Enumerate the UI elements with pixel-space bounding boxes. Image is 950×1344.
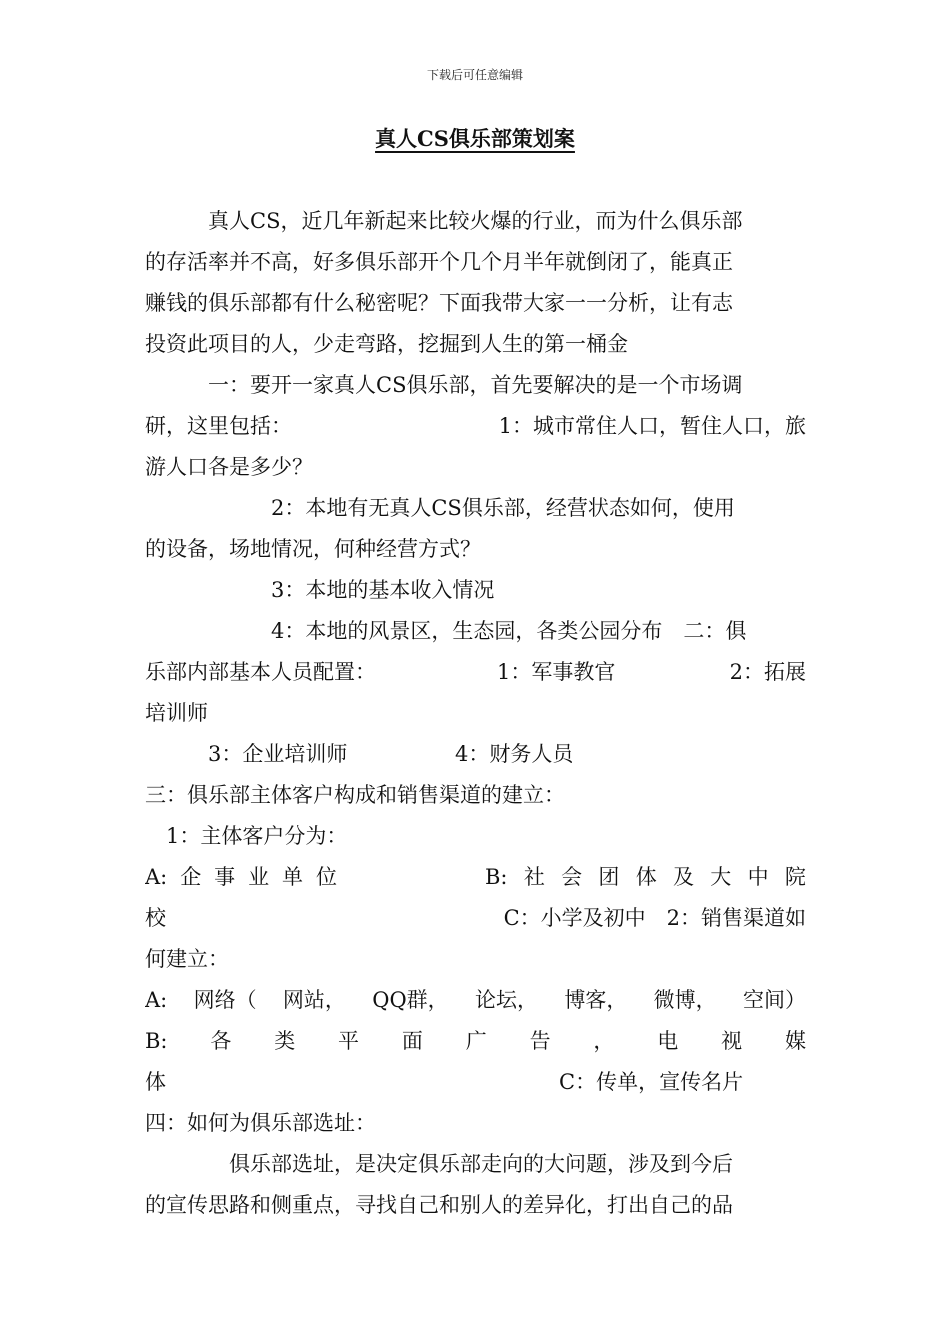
- section-heading: 三：俱乐部主体客户构成和销售渠道的建立：: [145, 783, 565, 807]
- line-segment: 校: [145, 906, 166, 930]
- header-note: 下载后可任意编辑: [426, 68, 523, 82]
- spread-token: 微博，: [653, 988, 717, 1012]
- paragraph-line: [145, 1062, 806, 1103]
- spread-line: [145, 980, 806, 1021]
- spread-token: 大: [710, 865, 732, 889]
- paragraph-line: [145, 898, 806, 939]
- spread-token: 广: [465, 1029, 487, 1053]
- spread-token: 位: [315, 865, 337, 889]
- paragraph-line: 1：主体客户分为：: [145, 824, 348, 848]
- spread-token: 视: [721, 1029, 743, 1053]
- line-segment: C：小学及初中 2：销售渠道如: [503, 906, 806, 930]
- paragraph-line: 培训师: [145, 701, 208, 725]
- paragraph-line: 何建立：: [145, 947, 229, 971]
- spread-token: 业: [248, 865, 270, 889]
- spread-token: 面: [401, 1029, 423, 1053]
- spread-token: 各: [210, 1029, 232, 1053]
- spread-token: 博客，: [564, 988, 628, 1012]
- paragraph-line: 的宣传思路和侧重点，寻找自己和别人的差异化，打出自己的品: [145, 1193, 733, 1217]
- spread-token: 中: [747, 865, 769, 889]
- line-segment: 4：财务人员: [455, 742, 574, 766]
- spread-segment: [145, 857, 337, 898]
- spread-token: B:: [485, 865, 508, 889]
- spread-token: 体: [635, 865, 657, 889]
- paragraph-line: [145, 652, 806, 693]
- paragraph-line: 游人口各是多少？: [145, 455, 313, 479]
- line-segment: 2：拓展: [729, 660, 806, 684]
- paragraph-line: [145, 734, 806, 775]
- paragraph-line: 2：本地有无真人CS俱乐部，经营状态如何，使用: [145, 496, 735, 520]
- spread-token: 会: [561, 865, 583, 889]
- paragraph-line: 赚钱的俱乐部都有什么秘密呢？下面我带大家一一分析，让有志: [145, 291, 733, 315]
- spread-token: 事: [214, 865, 236, 889]
- spread-token: 网络（: [193, 988, 257, 1012]
- paragraph-line: 的存活率并不高，好多俱乐部开个几个月半年就倒闭了，能真正: [145, 250, 733, 274]
- spread-line: [145, 1021, 806, 1062]
- spread-token: A:: [145, 865, 168, 889]
- section-heading: 四：如何为俱乐部选址：: [145, 1111, 376, 1135]
- spread-token: 网站，: [282, 988, 346, 1012]
- line-segment: 3：企业培训师: [145, 742, 348, 766]
- spread-token: A:: [145, 988, 168, 1012]
- spread-token: 告: [529, 1029, 551, 1053]
- spread-token: 论坛，: [475, 988, 538, 1012]
- document-title: 真人CS俱乐部策划案: [375, 126, 575, 151]
- spread-token: 媒: [784, 1029, 806, 1053]
- spread-token: 及: [673, 865, 694, 889]
- spread-token: 团: [598, 865, 620, 889]
- line-segment: 体: [145, 1070, 166, 1094]
- spread-token: ，: [593, 1029, 615, 1053]
- line-segment: 研，这里包括：: [145, 414, 292, 438]
- line-segment: 乐部内部基本人员配置：: [145, 660, 376, 684]
- paragraph-line: 一：要开一家真人CS俱乐部，首先要解决的是一个市场调: [145, 373, 743, 397]
- line-segment: 1：城市常住人口，暂住人口，旅: [498, 414, 806, 438]
- spread-token: 院: [784, 865, 806, 889]
- document-body: [145, 201, 806, 1226]
- spread-token: 单: [282, 865, 303, 889]
- spread-token: 电: [657, 1029, 679, 1053]
- paragraph-line: 3：本地的基本收入情况: [145, 578, 495, 602]
- spread-token: 类: [274, 1029, 296, 1053]
- paragraph-line: 投资此项目的人，少走弯路，挖掘到人生的第一桶金: [145, 332, 628, 356]
- paragraph-line: [145, 857, 806, 898]
- spread-token: 空间）: [742, 988, 806, 1012]
- paragraph-line: 的设备，场地情况，何种经营方式？: [145, 537, 481, 561]
- line-segment: 1：军事教官: [497, 660, 616, 684]
- paragraph-line: 俱乐部选址，是决定俱乐部走向的大问题，涉及到今后: [145, 1152, 733, 1176]
- spread-token: 企: [180, 865, 202, 889]
- spread-token: QQ群，: [372, 988, 449, 1012]
- spread-token: 社: [523, 865, 545, 889]
- spread-segment: [485, 857, 806, 898]
- spread-token: 平: [338, 1029, 360, 1053]
- paragraph-line: [145, 406, 806, 447]
- line-segment: C：传单，宣传名片: [559, 1070, 744, 1094]
- spread-token: B:: [145, 1029, 168, 1053]
- paragraph-line: 真人CS，近几年新起来比较火爆的行业，而为什么俱乐部: [145, 209, 743, 233]
- paragraph-line: 4：本地的风景区，生态园，各类公园分布 二：俱: [145, 619, 747, 643]
